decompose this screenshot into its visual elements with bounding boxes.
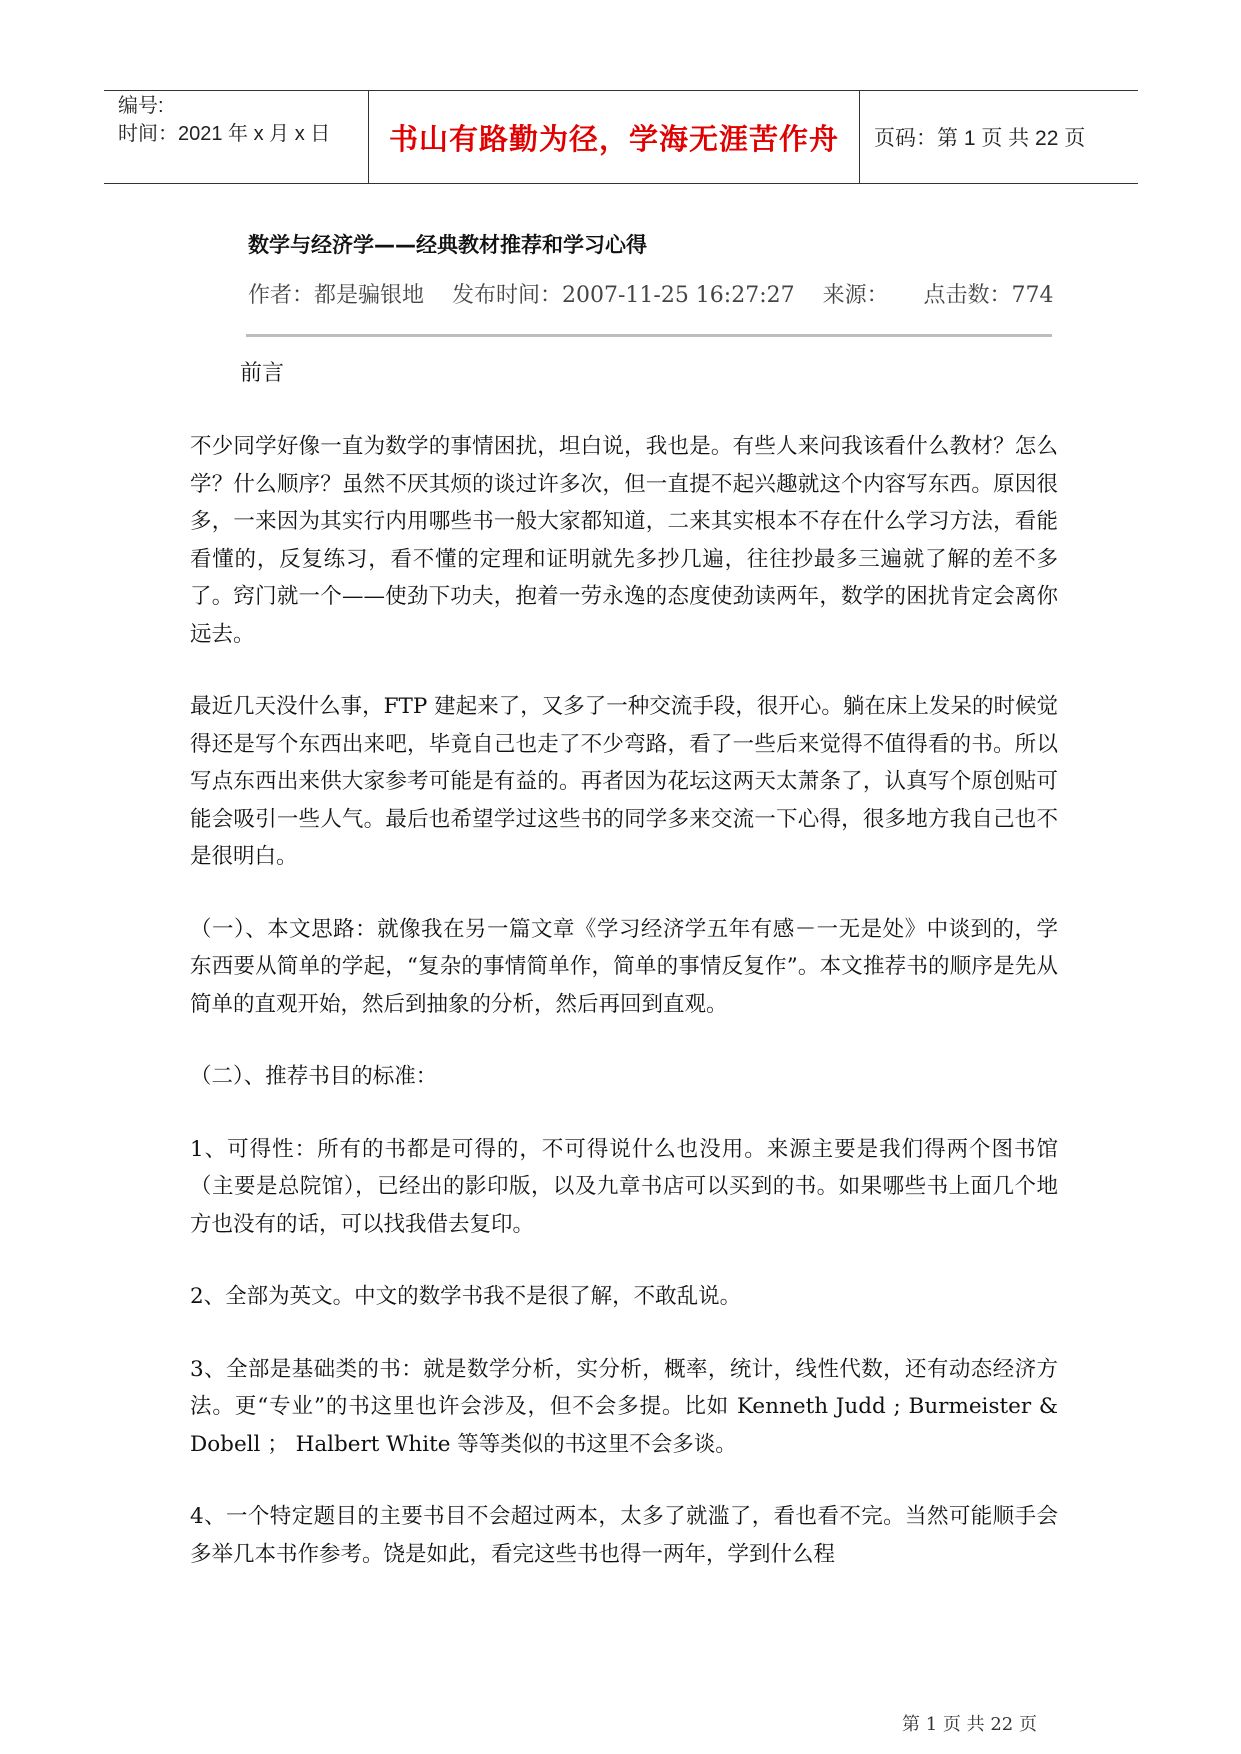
preface-heading: 前言 — [240, 361, 285, 386]
paragraph: （二）、推荐书目的标准： — [190, 1064, 438, 1089]
paragraph: 1、可得性：所有的书都是可得的，不可得说什么也没用。来源主要是我们得两个图书馆（主要是总院馆），已经出的影印版，以及九章书店可以买到的书。如果哪些书上面几个地方也没有的话，可以找我借去复印。 — [190, 1136, 1058, 1237]
header-page-info: 页码：第 1 页 共 22 页 — [874, 127, 1086, 150]
paragraph: 4、一个特定题目的主要书目不会超过两本，太多了就滥了，看也看不完。当然可能顺手会多举几本书作参考。饶是如此，看完这些书也得一两年，学到什么程 — [190, 1504, 1058, 1567]
paragraph: 3、全部是基础类的书：就是数学分析，实分析，概率，统计，线性代数，还有动态经济方法。更“专业”的书这里也许会涉及，但不会多提。比如 Kenneth Judd ; Burmeister & Dobell ； Halbert White 等等类似的书这里不会多谈。 — [190, 1356, 1058, 1457]
article-meta: 作者：都是骗银地 发布时间：2007-11-25 16:27:27 来源： 点击数：774 — [248, 283, 1054, 308]
time-label: 时间：2021 年 x 月 x 日 — [118, 123, 331, 145]
page-header — [104, 90, 1138, 184]
header-info-cell — [104, 91, 369, 183]
header-motto: 书山有路勤为径，学海无涯苦作舟 — [369, 91, 860, 183]
article-body — [190, 428, 1058, 1608]
article-title: 数学与经济学——经典教材推荐和学习心得 — [248, 233, 647, 257]
paragraph: （一）、本文思路：就像我在另一篇文章《学习经济学五年有感－一无是处》中谈到的，学东西要从简单的学起，“复杂的事情简单作，简单的事情反复作”。本文推荐书的顺序是先从简单的直观开始，然后到抽象的分析，然后再回到直观。 — [190, 916, 1058, 1017]
paragraph: 不少同学好像一直为数学的事情困扰，坦白说，我也是。有些人来问我该看什么教材？怎么学？什么顺序？虽然不厌其烦的谈过许多次，但一直提不起兴趣就这个内容写东西。原因很多，一来因为其实行内用哪些书一般大家都知道，二来其实根本不存在什么学习方法，看能看懂的，反复练习，看不懂的定理和证明就先多抄几遍，往往抄最多三遍就了解的差不多了。窍门就一个——使劲下功夫，抱着一劳永逸的态度使劲读两年，数学的困扰肯定会离你远去。 — [190, 434, 1058, 647]
serial-label: 编号: — [118, 95, 164, 117]
paragraph: 最近几天没什么事，FTP 建起来了，又多了一种交流手段，很开心。躺在床上发呆的时候觉得还是写个东西出来吧，毕竟自己也走了不少弯路，看了一些后来觉得不值得看的书。所以写点东西出来供大家参考可能是有益的。再者因为花坛这两天太萧条了，认真写个原创贴可能会吸引一些人气。最后也希望学过这些书的同学多来交流一下心得，很多地方我自己也不是很明白。 — [190, 694, 1058, 869]
title-divider — [246, 334, 1052, 337]
paragraph: 2、全部为英文。中文的数学书我不是很了解，不敢乱说。 — [190, 1284, 742, 1309]
page-footer: 第 1 页 共 22 页 — [902, 1714, 1037, 1735]
